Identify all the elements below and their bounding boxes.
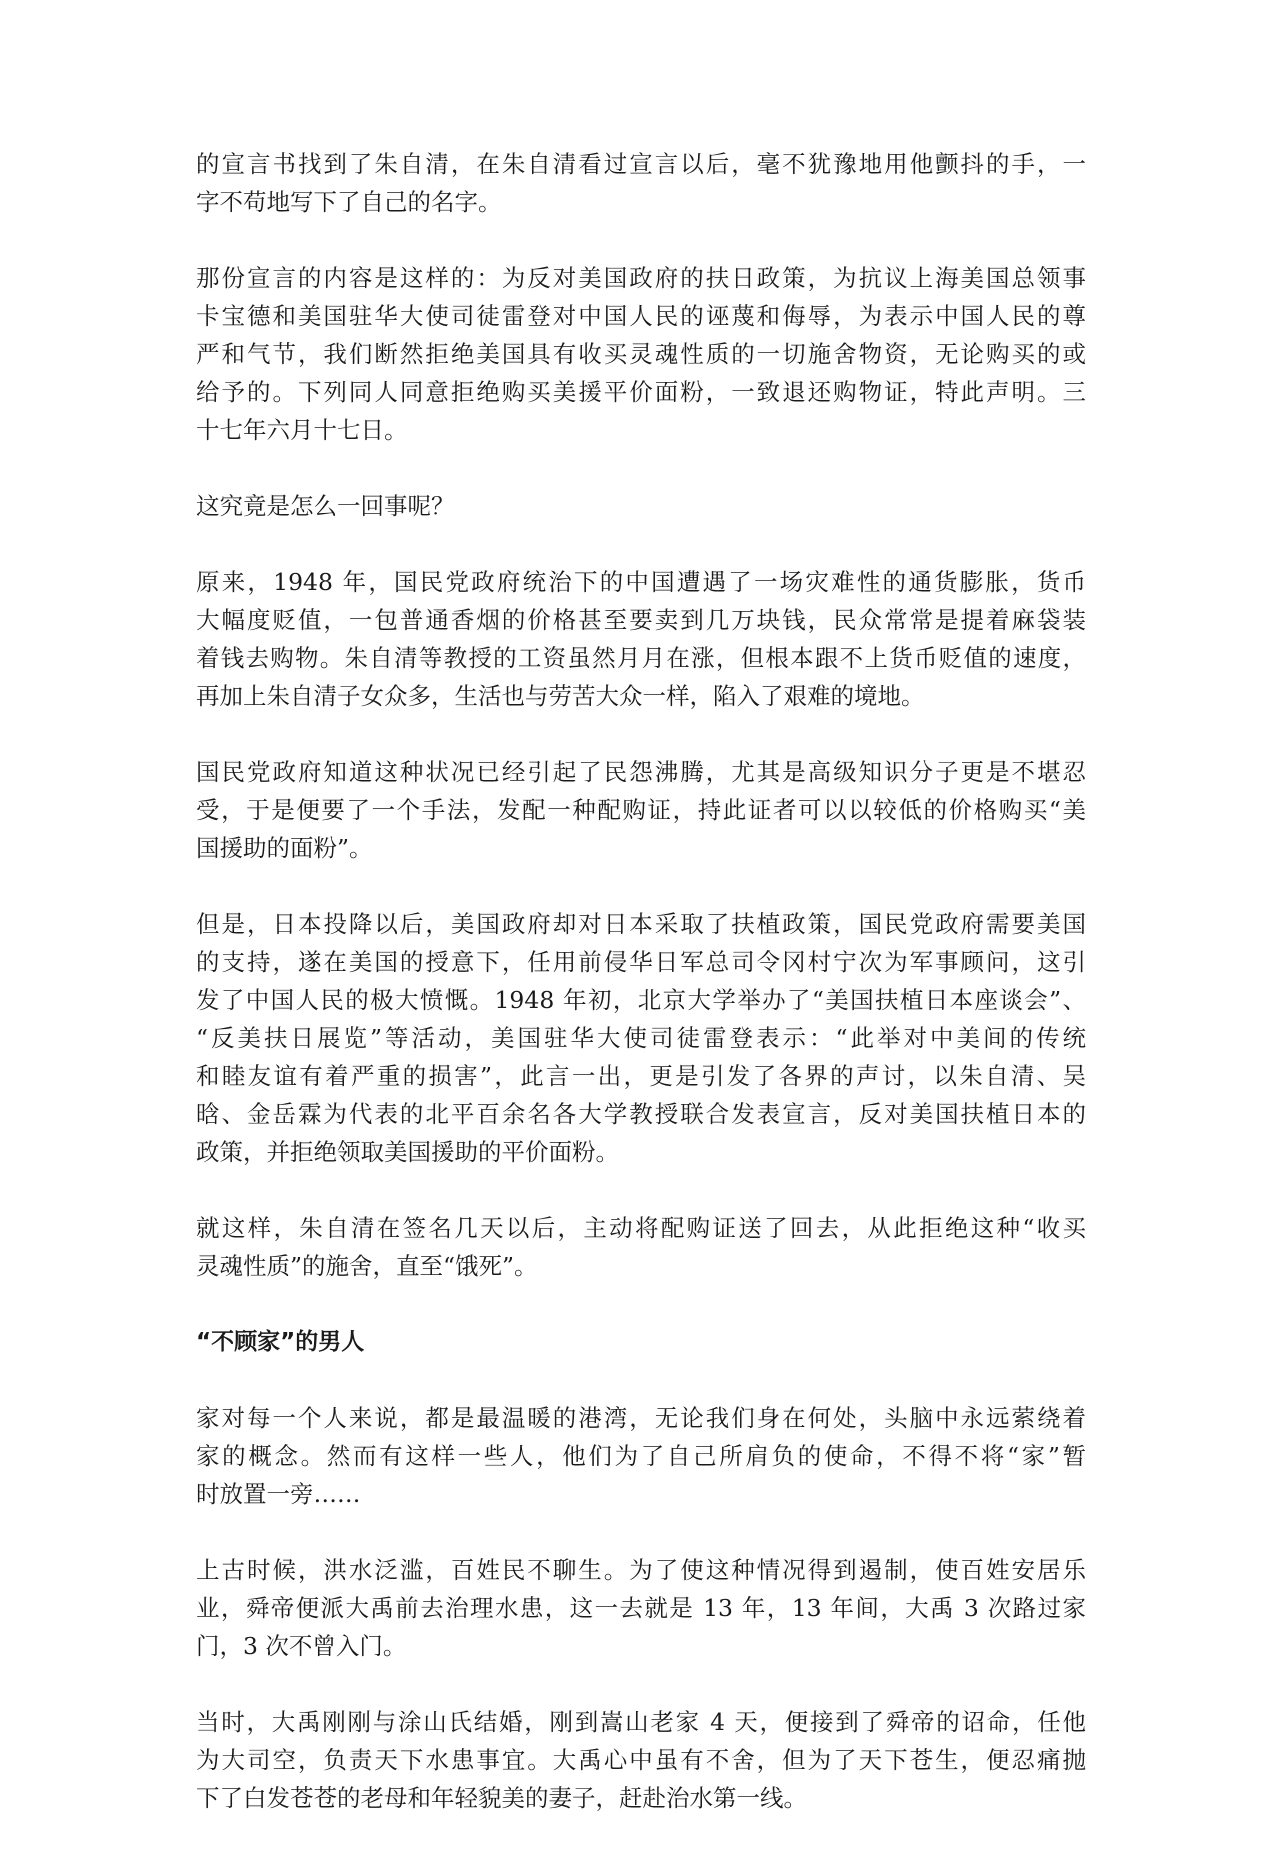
text-line: 就这样，朱自清在签名几天以后，主动将配购证送了回去，从此拒绝这种“收买 [196,1214,1086,1242]
paragraph-flood [196,1551,1086,1665]
text-line: 给予的。下列同人同意拒绝购买美援平价面粉，一致退还购物证，特此声明。三 [196,378,1086,406]
text-line: 晗、金岳霖为代表的北平百余名各大学教授联合发表宣言，反对美国扶植日本的 [196,1100,1086,1128]
text-line: 的宣言书找到了朱自清，在朱自清看过宣言以后，毫不犹豫地用他颤抖的手，一 [196,150,1086,178]
text-line: 那份宣言的内容是这样的：为反对美国政府的扶日政策，为抗议上海美国总领事 [196,264,1086,292]
text-line: 着钱去购物。朱自清等教授的工资虽然月月在涨，但根本跟不上货币贬值的速度， [196,644,1086,672]
section-heading: “不顾家”的男人 [196,1329,365,1355]
document-page [196,145,1086,1855]
text-line: 和睦友谊有着严重的损害”，此言一出，更是引发了各界的声讨，以朱自清、吴 [196,1062,1086,1090]
text-line: 这究竟是怎么一回事呢？ [196,492,455,520]
text-line: 再加上朱自清子女众多，生活也与劳苦大众一样，陷入了艰难的境地。 [196,682,925,710]
paragraph-signing [196,145,1086,221]
paragraph-home [196,1399,1086,1513]
paragraph-declaration [196,259,1086,449]
text-line: 上古时候，洪水泛滥，百姓民不聊生。为了使这种情况得到遏制，使百姓安居乐 [196,1556,1086,1584]
text-line: 严和气节，我们断然拒绝美国具有收买灵魂性质的一切施舍物资，无论购买的或 [196,340,1086,368]
paragraph-return-card [196,1209,1086,1285]
text-line: 下了白发苍苍的老母和年轻貌美的妻子，赶赴治水第一线。 [196,1784,807,1812]
text-line: 政策，并拒绝领取美国援助的平价面粉。 [196,1138,619,1166]
text-line: 字不苟地写下了自己的名字。 [196,188,502,216]
paragraph-ration-card [196,753,1086,867]
paragraph-us-policy [196,905,1086,1171]
text-line: 的支持，遂在美国的授意下，任用前侵华日军总司令冈村宁次为军事顾问，这引 [196,948,1086,976]
text-line: 门，3 次不曾入门。 [196,1632,407,1660]
text-line: 大幅度贬值，一包普通香烟的价格甚至要卖到几万块钱，民众常常是提着麻袋装 [196,606,1086,634]
text-line: 家的概念。然而有这样一些人，他们为了自己所肩负的使命，不得不将“家”暂 [196,1442,1086,1470]
text-line: 灵魂性质”的施舍，直至“饿死”。 [196,1252,538,1280]
paragraph-inflation [196,563,1086,715]
paragraph-question [196,487,1086,525]
text-line: 时放置一旁…… [196,1480,361,1508]
text-line: 为大司空，负责天下水患事宜。大禹心中虽有不舍，但为了天下苍生，便忍痛抛 [196,1746,1086,1774]
text-line: 当时，大禹刚刚与涂山氏结婚，刚到嵩山老家 4 天，便接到了舜帝的诏命，任他 [196,1708,1086,1736]
text-line: 十七年六月十七日。 [196,416,408,444]
text-line: 原来，1948 年，国民党政府统治下的中国遭遇了一场灾难性的通货膨胀，货币 [196,568,1086,596]
text-line: 国援助的面粉”。 [196,834,373,862]
text-line: “反美扶日展览”等活动，美国驻华大使司徒雷登表示：“此举对中美间的传统 [196,1024,1086,1052]
text-line: 但是，日本投降以后，美国政府却对日本采取了扶植政策，国民党政府需要美国 [196,910,1086,938]
text-line: 发了中国人民的极大愤慨。1948 年初，北京大学举办了“美国扶植日本座谈会”、 [196,986,1086,1014]
text-line: 国民党政府知道这种状况已经引起了民怨沸腾，尤其是高级知识分子更是不堪忍 [196,758,1086,786]
text-line: 业，舜帝便派大禹前去治理水患，这一去就是 13 年，13 年间，大禹 3 次路过家 [196,1594,1086,1622]
text-line: 受，于是便要了一个手法，发配一种配购证，持此证者可以以较低的价格购买“美 [196,796,1086,824]
text-line: 家对每一个人来说，都是最温暖的港湾，无论我们身在何处，头脑中永远萦绕着 [196,1404,1086,1432]
text-line: 卡宝德和美国驻华大使司徒雷登对中国人民的诬蔑和侮辱，为表示中国人民的尊 [196,302,1086,330]
